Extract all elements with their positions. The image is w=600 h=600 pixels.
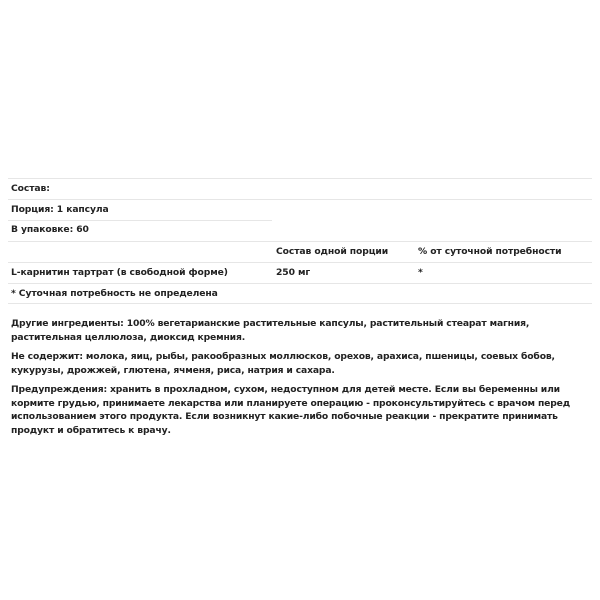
column-header-per-serving: Состав одной порции [276, 246, 389, 257]
table-header-row [8, 241, 592, 262]
daily-value-footnote: * Суточная потребность не определена [11, 288, 218, 299]
facts-title: Состав: [11, 183, 50, 194]
table-row-footnote [8, 283, 592, 304]
warnings-text: Предупреждения: хранить в прохладном, сухом, недоступном для детей месте. Если вы беременны или кормите грудью, принимаете лекарства или планируете операцию - проконсультируйтесь с врачом перед использованием этого продукта. Если возникнут какие-либо побочные реакции - прекратите принимать продукт и обратитесь к врачу. [11, 384, 571, 436]
table-row-serving [8, 199, 592, 220]
column-header-daily-value: % от суточной потребности [418, 246, 562, 257]
table-row-servings-per-container [8, 220, 592, 241]
table-row-title [8, 178, 592, 199]
supplement-facts-table [8, 178, 592, 304]
table-row [8, 262, 592, 283]
ingredient-amount: 250 мг [276, 267, 311, 278]
allergen-free-text: Не содержит: молока, яиц, рыбы, ракообразных моллюсков, орехов, арахиса, пшеницы, соевых бобов, кукурузы, дрожжей, глютена, ячменя, риса, натрия и сахара. [11, 351, 555, 376]
ingredient-daily-value: * [418, 267, 423, 278]
serving-size: Порция: 1 капсула [11, 204, 109, 215]
other-ingredients-text: Другие ингредиенты: 100% вегетарианские растительные капсулы, растительный стеарат магния, растительная целлюлоза, диоксид кремния. [11, 318, 530, 343]
ingredient-name: L-карнитин тартрат (в свободной форме) [11, 267, 228, 278]
servings-per-container: В упаковке: 60 [11, 224, 89, 235]
